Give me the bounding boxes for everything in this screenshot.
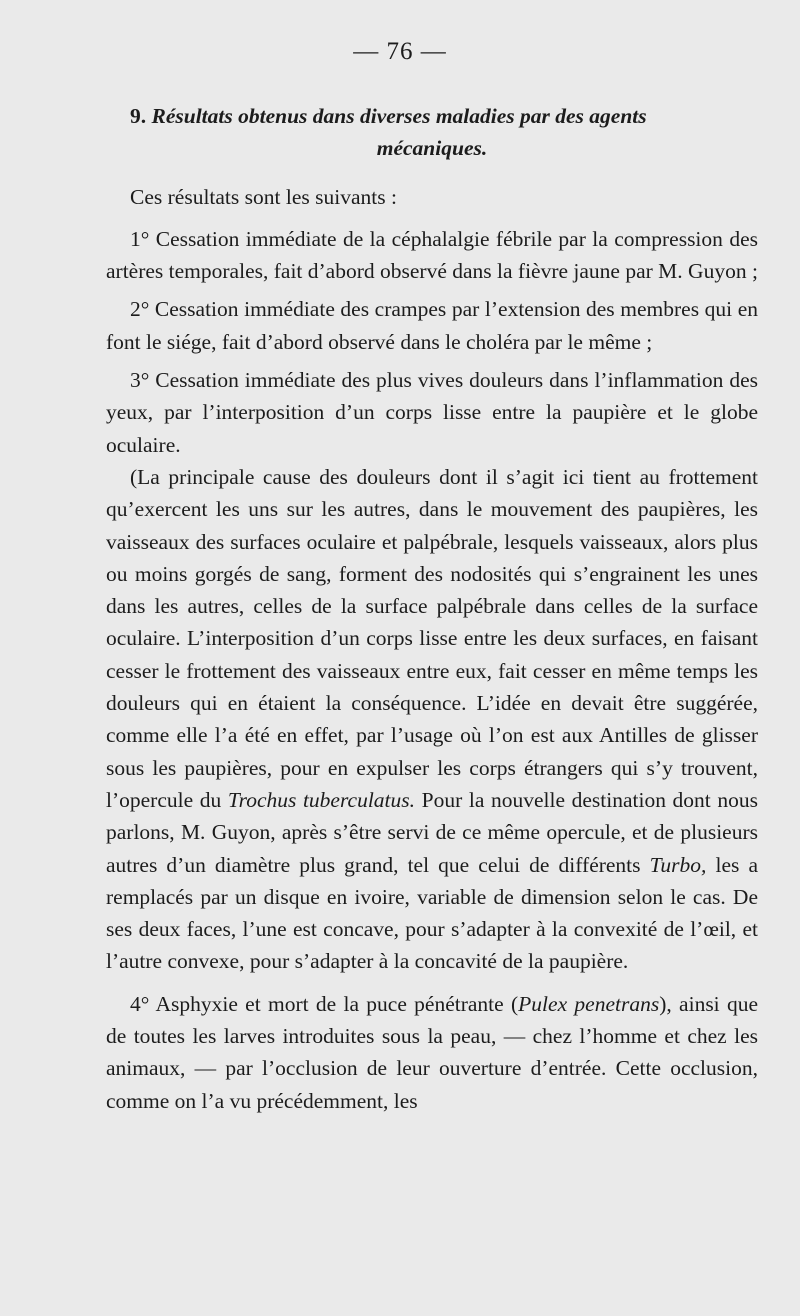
intro-paragraph: Ces résultats sont les suivants : [130, 184, 397, 209]
parenthetical-paragraph [106, 461, 758, 978]
paren-text-a: (La principale cause des douleurs dont il s’agit ici tient au frottement qu’exercent les uns sur les autres, dans le mouvement des paupières, les vaisseaux des surfaces oculaire et palpébrale, lesquels vaisseaux, alors plus ou moins gorgés de sang, forment des nodosités qui s’engrainent les unes dans les autres, celles de la surface palpébrale dans celles de la surface oculaire. L’interposition d’un corps lisse entre les deux surfaces, en faisant cesser le frottement des vaisseaux entre eux, fait cesser en même temps les douleurs qui en étaient la conséquence. L’idée en devait être suggérée, comme elle l’a été en effet, par l’usage où l’on est aux Antilles de glisser sous les paupières, pour en expulser les corps étrangers qui s’y trouvent, l’opercule du [106, 464, 758, 812]
heading-text: Résultats obtenus dans diverses maladies par des agents [151, 104, 647, 128]
item-4-text-b: ), ainsi que de toutes les larves introduites sous la peau, — chez l’homme et chez les animaux, — par l’occlusion de leur ouverture d’entrée. Cette occlusion, comme on l’a vu précédemment, les [106, 991, 758, 1113]
heading-line-2: mécaniques. [376, 136, 488, 161]
paren-text-c: les a remplacés par un disque en ivoire, variable de dimension selon le cas. De ses deux faces, l’une est concave, pour s’adapter à la convexité de l’œil, et l’autre convexe, pour s’adapter à la concavité de la paupière. [106, 852, 758, 974]
species-pulex: Pulex penetrans [518, 991, 660, 1016]
section-heading [106, 100, 758, 165]
item-4-paragraph [106, 988, 758, 1117]
item-1-paragraph: 1° Cessation immédiate de la céphalalgie fébrile par la compression des artères temporales, fait d’abord observé dans la fièvre jaune par M. Guyon ; [106, 226, 758, 284]
item-3-paragraph: 3° Cessation immédiate des plus vives douleurs dans l’inflammation des yeux, par l’interposition d’un corps lisse entre la paupière et le globe oculaire. [106, 368, 758, 457]
species-trochus: Trochus tuberculatus. [227, 787, 416, 812]
heading-line-1 [106, 100, 758, 132]
text-body [106, 100, 758, 1117]
item-4-text-a: 4° Asphyxie et mort de la puce pénétrante ( [130, 991, 519, 1016]
genus-turbo: Turbo, [649, 852, 707, 877]
item-2-paragraph: 2° Cessation immédiate des crampes par l’extension des membres qui en font le siége, fait d’abord observé dans le choléra par le même ; [106, 297, 758, 354]
page-number: — 76 — [353, 38, 447, 65]
paren-text-b: Pour la nouvelle destination dont nous parlons, M. Guyon, après s’être servi de ce même opercule, et de plusieurs autres d’un diamètre plus grand, tel que celui de différents [106, 787, 758, 877]
heading-number: 9. [130, 104, 147, 128]
